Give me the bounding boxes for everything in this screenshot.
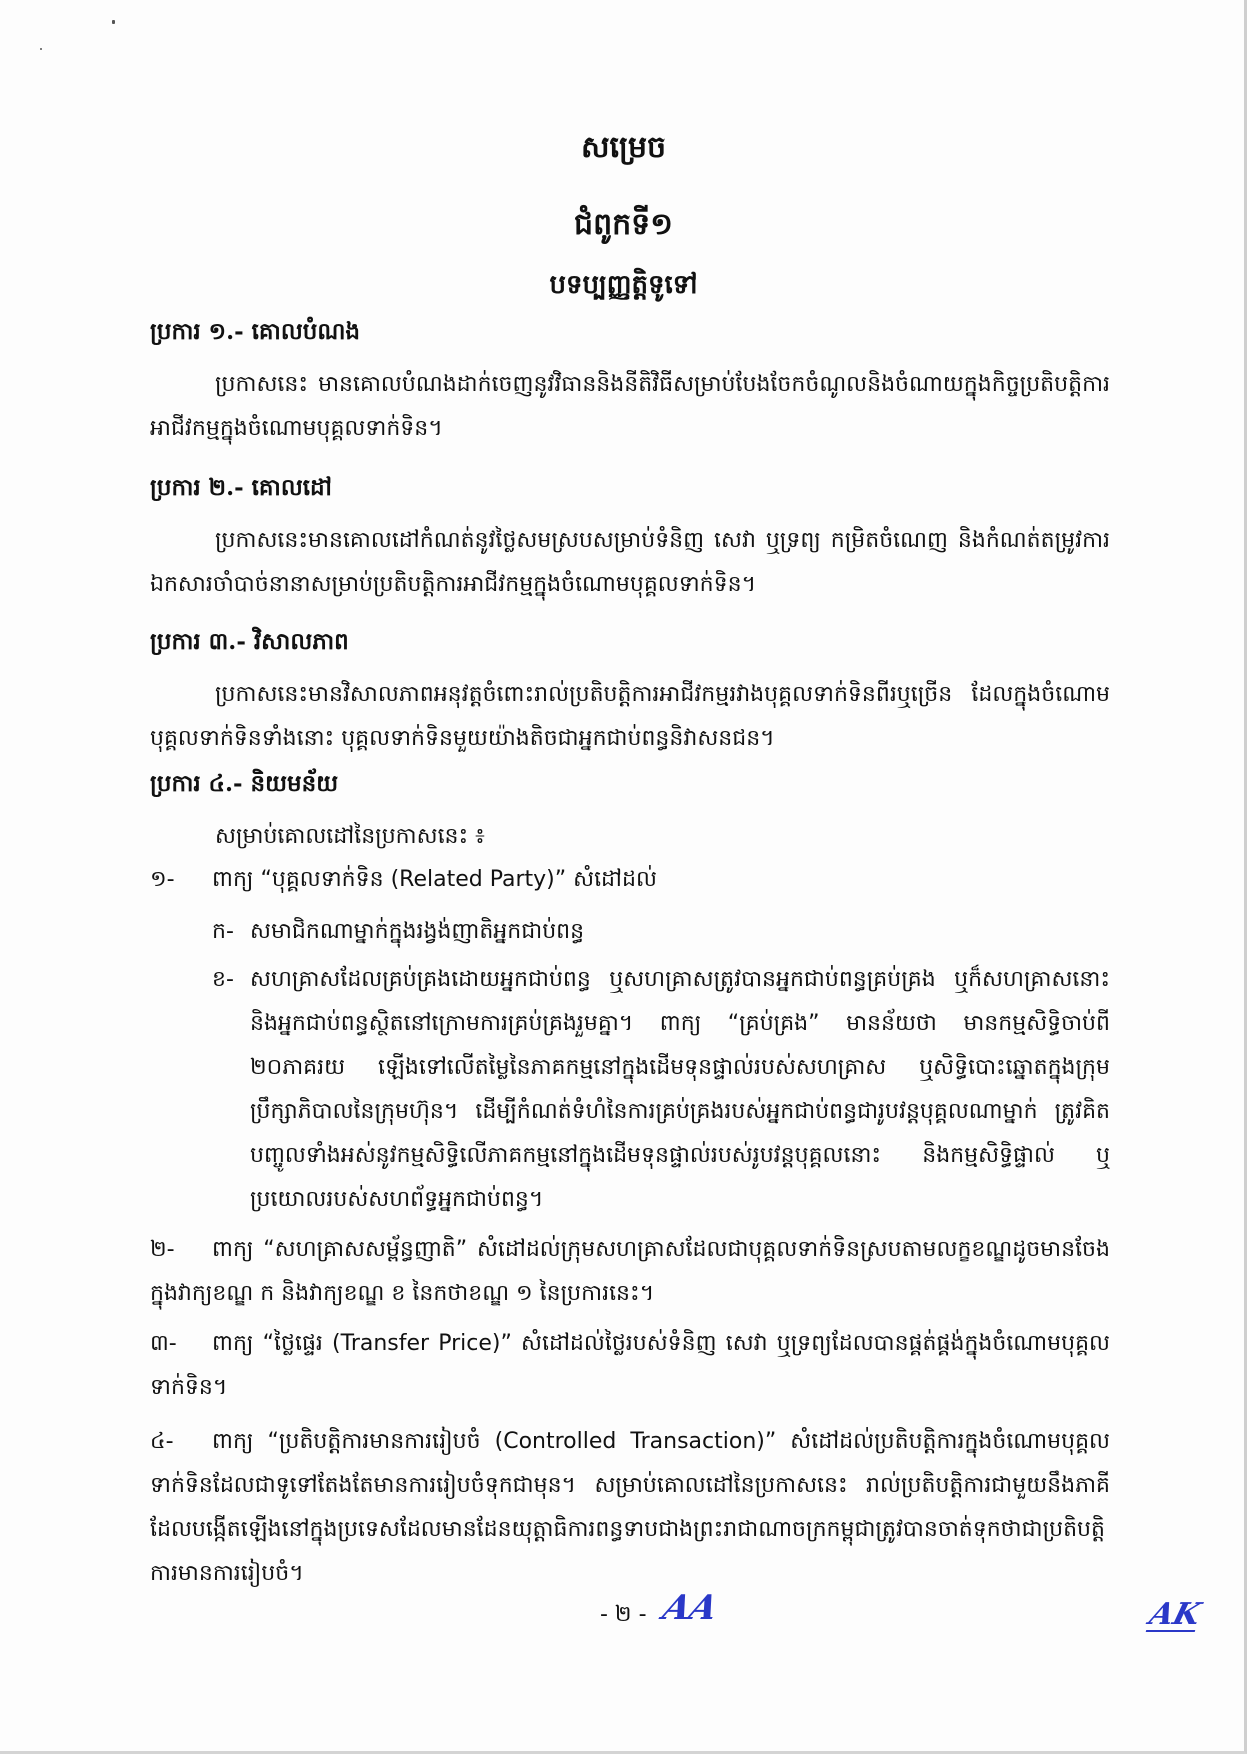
- definition-text: ពាក្យ “បុគ្គលទាក់ទិន (Related Party)” សំដៅដល់: [212, 867, 657, 892]
- article-title: ប្រការ ៣.- វិសាលភាព: [150, 628, 349, 655]
- article-text: សម្រាប់គោលដៅនៃប្រកាសនេះ ៖: [215, 824, 485, 849]
- definition-number: ១-: [150, 867, 175, 892]
- chapter-subtitle: បទប្បញ្ញត្តិទូទៅ: [549, 270, 698, 300]
- definition-text-inner: ពាក្យ “ថ្លៃផ្ទេរ (Transfer Price)” សំដៅដល់ថ្លៃរបស់ទំនិញ សេវា ឬទ្រព្យដែលបានផ្គត់ផ្គង់ក្នុងចំណោមបុគ្គលទាក់ទិន។: [150, 1331, 1110, 1400]
- initials-signature: AA: [658, 1588, 723, 1628]
- sub-label: ក-: [212, 919, 234, 944]
- scan-speck: [40, 48, 42, 50]
- definition-2: [150, 1228, 1110, 1324]
- article-text: ប្រកាសនេះ មានគោលបំណងដាក់ចេញនូវវិធាននិងនីតិវិធីសម្រាប់បែងចែកចំណូលនិងចំណាយក្នុងកិច្ចប្រតិបត្តិការអាជីវកម្មក្នុងចំណោមបុគ្គលទាក់ទិន។: [150, 372, 1110, 441]
- article-text: ប្រកាសនេះមានគោលដៅកំណត់នូវថ្លៃសមស្របសម្រាប់ទំនិញ សេវា ឬទ្រព្យ កម្រិតចំណេញ និងកំណត់តម្រូវការឯកសារចាំបាច់នានាសម្រាប់ប្រតិបត្តិការអាជីវកម្មក្នុងចំណោមបុគ្គលទាក់ទិន។: [150, 528, 1110, 597]
- definition-number: ៤-: [150, 1429, 174, 1454]
- definition-4: [150, 1420, 1110, 1600]
- definition-text: [150, 1228, 1110, 1316]
- definition-1-sub-b: [212, 958, 1110, 1218]
- definition-number: ៣-: [150, 1331, 177, 1356]
- initials-signature: AK: [1145, 1597, 1205, 1632]
- sub-label: ខ-: [212, 967, 234, 992]
- definition-3: [150, 1322, 1110, 1418]
- decision-heading: សម្រេច: [580, 130, 667, 165]
- article-3: [150, 628, 1110, 761]
- article-4: [150, 770, 1110, 859]
- definition-text: [150, 1322, 1110, 1410]
- definition-text-inner: ពាក្យ “សហគ្រាសសម្ព័ន្ធញាតិ” សំដៅដល់ក្រុមសហគ្រាសដែលជាបុគ្គលទាក់ទិនស្របតាមលក្ខខណ្ឌដូចមានចែងក្នុងវាក្យខណ្ឌ ក និងវាក្យខណ្ឌ ខ នៃកថាខណ្ឌ ១ នៃប្រការនេះ។: [150, 1237, 1110, 1306]
- page-number: - ២ -: [600, 1602, 647, 1627]
- article-title: ប្រការ ៤.- និយមន័យ: [150, 770, 339, 797]
- definition-1-sub-a: [212, 910, 1110, 954]
- definition-text-inner: ពាក្យ “ប្រតិបត្តិការមានការរៀបចំ (Controlled Transaction)” សំដៅដល់ប្រតិបត្តិការក្នុងចំណោមបុគ្គលទាក់ទិនដែលជាទូទៅតែងតែមានការរៀបចំទុកជាមុន។ សម្រាប់គោលដៅនៃប្រកាសនេះ រាល់ប្រតិបត្តិការជាមួយនឹងភាគីដែលបង្កើតឡើងនៅក្នុងប្រទេសដែលមានដែនយុត្តាធិការពន្ធទាបជាងព្រះរាជាណាចក្រកម្ពុជាត្រូវបានចាត់ទុកថាជាប្រតិបត្តិការមានការរៀបចំ។: [150, 1429, 1110, 1586]
- article-text: ប្រកាសនេះមានវិសាលភាពអនុវត្តចំពោះរាល់ប្រតិបត្តិការអាជីវកម្មរវាងបុគ្គលទាក់ទិនពីរឬច្រើន ដែលក្នុងចំណោមបុគ្គលទាក់ទិនទាំងនោះ បុគ្គលទាក់ទិនមួយយ៉ាងតិចជាអ្នកជាប់ពន្ធនិវាសនជន។: [150, 682, 1110, 751]
- sub-text: សមាជិកណាម្នាក់ក្នុងរង្វង់ញាតិអ្នកជាប់ពន្ធ: [250, 919, 585, 944]
- article-2: [150, 474, 1110, 607]
- definition-text: [150, 1420, 1110, 1596]
- article-title: ប្រការ ១.- គោលបំណង: [150, 318, 360, 345]
- article-1: [150, 318, 1110, 451]
- sub-text: សហគ្រាសដែលគ្រប់គ្រងដោយអ្នកជាប់ពន្ធ ឬសហគ្រាសត្រូវបានអ្នកជាប់ពន្ធគ្រប់គ្រង ឬក៏សហគ្រាសនោះនិងអ្នកជាប់ពន្ធស្ថិតនៅក្រោមការគ្រប់គ្រងរួមគ្នា។ ពាក្យ “គ្រប់គ្រង” មានន័យថា មានកម្មសិទ្ធិចាប់ពី ២០ភាគរយ ឡើងទៅលើតម្លៃនៃភាគកម្មនៅក្នុងដើមទុនផ្ទាល់របស់សហគ្រាស ឬសិទ្ធិបោះឆ្នោតក្នុងក្រុមប្រឹក្សាភិបាលនៃក្រុមហ៊ុន។ ដើម្បីកំណត់ទំហំនៃការគ្រប់គ្រងរបស់អ្នកជាប់ពន្ធជារូបវន្តបុគ្គលណាម្នាក់ ត្រូវគិតបញ្ចូលទាំងអស់នូវកម្មសិទ្ធិលើភាគកម្មនៅក្នុងដើមទុនផ្ទាល់របស់រូបវន្តបុគ្គលនោះ និងកម្មសិទ្ធិផ្ទាល់ ឬប្រយោលរបស់សហព័ទ្ធអ្នកជាប់ពន្ធ។: [250, 967, 1110, 1212]
- definition-number: ២-: [150, 1237, 175, 1262]
- chapter-title: ជំពូកទី១: [574, 207, 673, 242]
- article-title: ប្រការ ២.- គោលដៅ: [150, 474, 332, 501]
- scan-speck: [112, 20, 115, 24]
- definition-1: [150, 858, 1110, 902]
